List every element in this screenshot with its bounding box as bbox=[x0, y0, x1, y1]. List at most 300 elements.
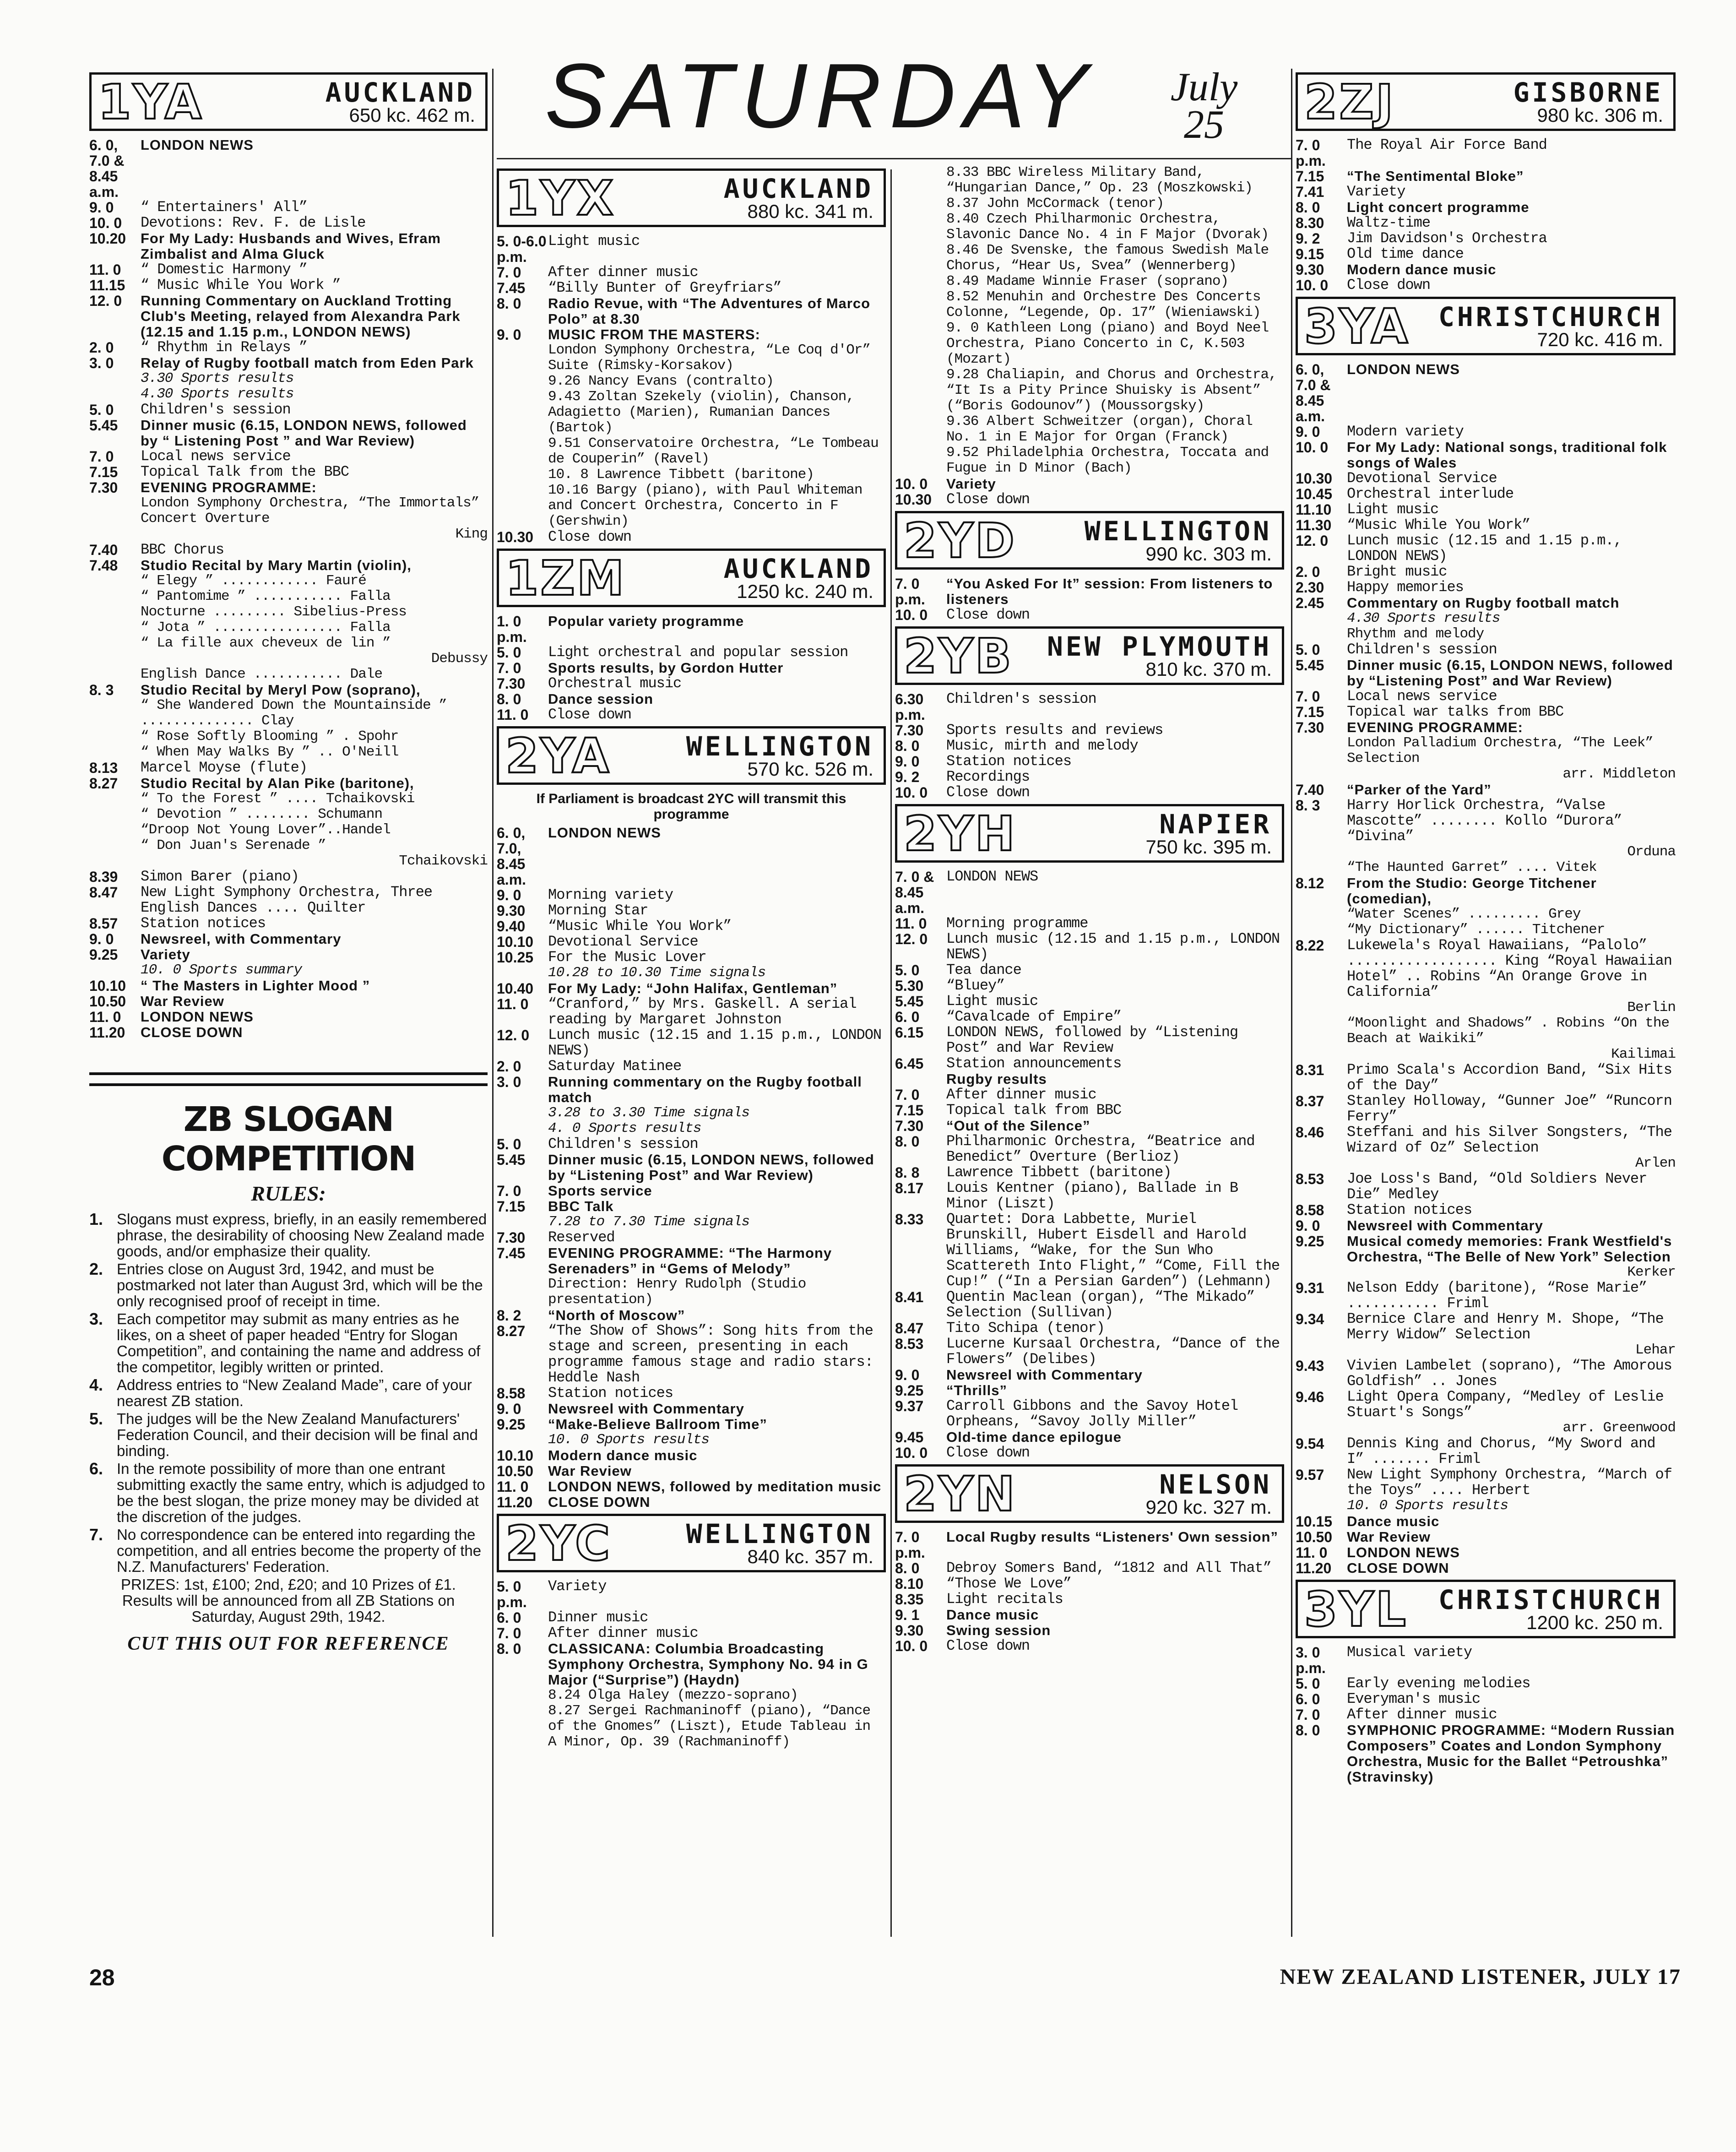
programme-time: 8.58 bbox=[497, 1385, 526, 1402]
programme-row: “ Rose Softly Blooming ” . Spohr bbox=[141, 728, 399, 745]
programme-row: 8.52 Menuhin and Orchestre Des Concerts Colonne, “Legende, Op. 17” (Wieniawski) bbox=[946, 289, 1261, 321]
programme-time: 9.25 bbox=[497, 1416, 526, 1433]
programme-row bbox=[1296, 1280, 1676, 1311]
programme-row: Rhythm and melody bbox=[1347, 626, 1484, 642]
programme-row bbox=[895, 754, 1284, 769]
programme-row bbox=[1296, 782, 1676, 798]
programme-row bbox=[497, 981, 886, 996]
programme-time: 8. 0 bbox=[1296, 1722, 1320, 1739]
programme-time: 9.30 bbox=[1296, 261, 1324, 278]
programme-time: 7.45 bbox=[497, 1245, 526, 1261]
programme-row bbox=[895, 1025, 1284, 1056]
programme-row bbox=[1296, 1529, 1676, 1545]
programme-time: 10.30 bbox=[895, 491, 932, 508]
programme-time: 7.15 bbox=[497, 1198, 526, 1215]
programme-row bbox=[1296, 798, 1676, 844]
programme-row bbox=[89, 215, 488, 231]
programme-title: New Light Symphony Orchestra, Three English Dances .... Quilter bbox=[141, 884, 433, 916]
programme-title: Children's session bbox=[548, 1136, 698, 1152]
programme-time: 9.25 bbox=[895, 1382, 924, 1399]
programme-title: LONDON NEWS bbox=[141, 1009, 254, 1025]
programme-row: 9.28 Chaliapin, and Chorus and Orchestra, “It Is a Pity Prince Shuisky is Absent” (“Boris Godounov”) (Moussorgsky) bbox=[946, 367, 1277, 414]
station-header-3ya bbox=[1296, 297, 1676, 355]
zb-rule-text: No correspondence can be entered into regarding the competition, and all entries become the property of the N.Z. Manufacturers' Federation. bbox=[117, 1526, 482, 1575]
programme-title: Carroll Gibbons and the Savoy Hotel Orpheans, “Savoy Jolly Miller” bbox=[946, 1397, 1238, 1430]
station-logo: 3YL bbox=[1304, 1581, 1408, 1637]
zb-results: Results will be announced from all ZB Stations on Saturday, August 29th, 1942. bbox=[122, 1592, 455, 1625]
programme-title: Newsreel with Commentary bbox=[548, 1401, 744, 1417]
programme-title: Light music bbox=[946, 993, 1038, 1010]
programme-time: 7. 0 bbox=[497, 660, 521, 676]
programme-title: “Thrills” bbox=[946, 1382, 1008, 1398]
programme-time: 2.30 bbox=[1296, 579, 1324, 596]
page-day-title: SATURDAY bbox=[545, 45, 1096, 147]
programme-row bbox=[89, 931, 488, 947]
programme-row bbox=[1296, 689, 1676, 704]
programme-time: 6.30 p.m. bbox=[895, 691, 925, 723]
programme-time: 5. 0-6.0 p.m. bbox=[497, 233, 547, 265]
column-4 bbox=[1296, 69, 1676, 1785]
programme-time: 9.54 bbox=[1296, 1435, 1324, 1452]
programme-row bbox=[497, 1308, 886, 1323]
programme-row bbox=[895, 1623, 1284, 1638]
programme-time: 9. 0 bbox=[497, 887, 521, 903]
programme-row bbox=[1296, 1234, 1676, 1265]
programme-time: 8.22 bbox=[1296, 937, 1324, 954]
programme-title: Joe Loss's Band, “Old Soldiers Never Die” Medley bbox=[1347, 1170, 1647, 1203]
programme-row bbox=[895, 1336, 1284, 1367]
programme-title: Jim Davidson's Orchestra bbox=[1347, 230, 1547, 247]
programme-row: London Palladium Orchestra, “The Leek” Selection bbox=[1347, 735, 1653, 766]
programme-time: 6.45 bbox=[895, 1055, 924, 1072]
programme-time: 8.39 bbox=[89, 869, 118, 885]
programme-time: 12. 0 bbox=[1296, 533, 1329, 549]
programme-row bbox=[895, 1429, 1284, 1445]
programme-row bbox=[89, 262, 488, 277]
programme-title: Primo Scala's Accordion Band, “Six Hits of the Day” bbox=[1347, 1061, 1672, 1094]
programme-row bbox=[89, 542, 488, 558]
zb-rule bbox=[89, 1311, 488, 1375]
programme-time: 10. 0 bbox=[1296, 439, 1329, 456]
programme-row: Arlen bbox=[1635, 1155, 1676, 1171]
programme-row bbox=[1296, 938, 1676, 1000]
programme-row: “ She Wandered Down the Mountainside ” .............. Clay bbox=[141, 697, 447, 729]
programme-time: 8.47 bbox=[895, 1320, 924, 1337]
programme-time: 8. 0 bbox=[895, 738, 920, 754]
programme-row bbox=[895, 1367, 1284, 1383]
programme-title: LONDON NEWS bbox=[1347, 361, 1460, 377]
programme-title: Louis Kentner (piano), Ballade in B Minor (Liszt) bbox=[946, 1179, 1238, 1212]
programme-title: Children's session bbox=[1347, 641, 1497, 658]
programme-time: 9.25 bbox=[89, 946, 118, 963]
programme-row bbox=[1296, 486, 1676, 502]
programme-title: Recordings bbox=[946, 768, 1030, 785]
station-header-2yh bbox=[895, 804, 1284, 863]
programme-title: Newsreel with Commentary bbox=[946, 1367, 1143, 1383]
programme-title: Devotional Service bbox=[1347, 470, 1497, 487]
date-day: 25 bbox=[1184, 103, 1224, 147]
programme-row: 9.36 Albert Schweitzer (organ), Choral No. 1 in E Major for Organ (Franck) bbox=[946, 413, 1253, 445]
programme-row: 9. 0 Kathleen Long (piano) and Boyd Neel Orchestra, Piano Concerto in C, K.503 (Mozart) bbox=[946, 320, 1269, 367]
programme-time: 11.20 bbox=[1296, 1560, 1332, 1576]
station-frequency: 1250 kc. 240 m. bbox=[737, 581, 873, 602]
programme-row bbox=[497, 903, 886, 918]
programme-title: “Make-Believe Ballroom Time” bbox=[548, 1416, 767, 1432]
programme-row bbox=[497, 1323, 886, 1386]
programme-row bbox=[895, 1321, 1284, 1336]
programme-row: London Symphony Orchestra, “The Immortals” Concert Overture bbox=[141, 495, 479, 527]
programme-row bbox=[895, 1383, 1284, 1398]
programme-title: Morning variety bbox=[548, 886, 673, 903]
programme-title: Dinner music bbox=[548, 1609, 648, 1626]
programme-row bbox=[497, 1059, 886, 1074]
programme-time: 10.10 bbox=[497, 934, 534, 950]
programme-title: Musical comedy memories: Frank Westfield's Orchestra, “The Belle of New York” Selection bbox=[1347, 1233, 1672, 1265]
programme-time: 7.45 bbox=[497, 280, 526, 296]
programme-row bbox=[89, 402, 488, 418]
programme-time: 11. 0 bbox=[497, 996, 529, 1012]
station-name: CHRISTCHURCH bbox=[1438, 1584, 1663, 1615]
programme-row bbox=[89, 480, 488, 495]
station-logo: 2YD bbox=[904, 513, 1016, 569]
programme-row bbox=[497, 1136, 886, 1152]
programme-time: 3. 0 bbox=[89, 355, 114, 371]
programme-time: 10.50 bbox=[497, 1463, 534, 1479]
programme-row bbox=[1296, 1676, 1676, 1691]
programme-time bbox=[895, 1071, 946, 1087]
programme-row bbox=[1296, 1358, 1676, 1389]
programme-row bbox=[895, 931, 1284, 962]
programme-row bbox=[497, 529, 886, 545]
programme-row bbox=[497, 887, 886, 903]
programme-title: Station notices bbox=[946, 753, 1072, 770]
programme-title: Local news service bbox=[1347, 688, 1497, 705]
programme-time: 7. 0 bbox=[895, 1087, 920, 1103]
programme-title: After dinner music bbox=[548, 1625, 698, 1641]
programme-row bbox=[497, 327, 886, 342]
programme-time: 8.31 bbox=[1296, 1062, 1324, 1078]
programme-row bbox=[1296, 1707, 1676, 1723]
programme-time: 7. 0 p.m. bbox=[895, 1529, 925, 1561]
programme-title: Studio Recital by Mary Martin (violin), bbox=[141, 557, 412, 573]
station-name: WELLINGTON bbox=[1084, 516, 1272, 547]
programme-time: 6.15 bbox=[895, 1024, 924, 1041]
zb-rule-text: The judges will be the New Zealand Manufacturers' Federation Council, and their decision will be final and binding. bbox=[117, 1410, 478, 1459]
programme-title: Waltz-time bbox=[1347, 214, 1431, 231]
programme-title: Tea dance bbox=[946, 962, 1021, 978]
programme-title: BBC Chorus bbox=[141, 541, 224, 558]
programme-time: 9.45 bbox=[895, 1429, 924, 1446]
zb-rule-number: 1. bbox=[89, 1210, 103, 1228]
programme-row bbox=[895, 916, 1284, 931]
station-frequency: 980 kc. 306 m. bbox=[1537, 104, 1663, 126]
programme-row bbox=[1296, 1723, 1676, 1785]
programme-title: EVENING PROGRAMME: bbox=[141, 479, 317, 495]
programme-list-1zm bbox=[497, 614, 886, 723]
programme-title: Morning Star bbox=[548, 902, 648, 919]
station-logo: 2YH bbox=[904, 806, 1017, 862]
zb-rule-number: 3. bbox=[89, 1310, 103, 1328]
zb-rule-text: Each competitor may submit as many entries as he likes, on a sheet of paper headed “Entry for Slogan Competition”, and containing the name and address of the competitor, legibly written or printed. bbox=[117, 1310, 481, 1375]
programme-title: Swing session bbox=[946, 1622, 1051, 1638]
programme-title: Topical Talk from the BBC bbox=[141, 463, 349, 480]
programme-time: 5.45 bbox=[497, 1152, 526, 1168]
programme-time: 2. 0 bbox=[89, 339, 114, 356]
programme-title: Newsreel, with Commentary bbox=[141, 931, 342, 947]
programme-title: Tito Schipa (tenor) bbox=[946, 1320, 1105, 1337]
programme-row bbox=[895, 576, 1284, 607]
programme-row bbox=[497, 676, 886, 691]
programme-time: 8.58 bbox=[1296, 1202, 1324, 1218]
programme-time: 11. 0 bbox=[89, 1009, 121, 1025]
date-month: July bbox=[1170, 65, 1238, 109]
programme-row bbox=[89, 355, 488, 371]
programme-title: Variety bbox=[141, 946, 190, 962]
programme-title: Dance music bbox=[946, 1607, 1039, 1623]
programme-title: Lunch music (12.15 and 1.15 p.m., LONDON NEWS) bbox=[946, 930, 1280, 963]
programme-title: Philharmonic Orchestra, “Beatrice and Benedict” Overture (Berlioz) bbox=[946, 1133, 1255, 1165]
programme-list-2yh bbox=[895, 869, 1284, 1461]
programme-list-3yl bbox=[1296, 1645, 1676, 1785]
programme-title: MUSIC FROM THE MASTERS: bbox=[548, 326, 760, 342]
programme-row bbox=[497, 660, 886, 676]
programme-row: “ Elegy ” ............ Fauré bbox=[141, 573, 366, 589]
programme-time: 9. 0 bbox=[497, 1401, 521, 1417]
station-frequency: 750 kc. 395 m. bbox=[1145, 836, 1272, 858]
programme-title: CLOSE DOWN bbox=[1347, 1560, 1449, 1576]
programme-title: Topical talk from BBC bbox=[946, 1102, 1122, 1119]
programme-time: 10. 0 bbox=[895, 476, 928, 492]
programme-row bbox=[497, 614, 886, 645]
programme-row bbox=[1296, 1125, 1676, 1156]
programme-row bbox=[89, 293, 488, 340]
programme-row: 9.43 Zoltan Szekely (violin), Chanson, Adagietto (Marien), Rumanian Dances (Bartok) bbox=[548, 389, 854, 436]
programme-row bbox=[1296, 1645, 1676, 1676]
programme-row bbox=[497, 1027, 886, 1059]
programme-title: Commentary on Rugby football match bbox=[1347, 595, 1620, 611]
programme-row bbox=[895, 978, 1284, 994]
programme-title: Dance music bbox=[1347, 1513, 1440, 1529]
zb-rule-text: Entries close on August 3rd, 1942, and must be postmarked not later than August 3rd, which will be the only recognised proof of receipt in time. bbox=[117, 1261, 483, 1310]
programme-row bbox=[497, 296, 886, 327]
programme-row bbox=[89, 885, 488, 916]
programme-title: CLOSE DOWN bbox=[548, 1494, 651, 1510]
programme-time: 8. 8 bbox=[895, 1164, 920, 1181]
station-name: NEW PLYMOUTH bbox=[1047, 631, 1272, 662]
programme-row: 4. 0 Sports results bbox=[548, 1120, 701, 1136]
programme-title: Studio Recital by Alan Pike (baritone), bbox=[141, 775, 414, 791]
programme-title: For My Lady: “John Halifax, Gentleman” bbox=[548, 980, 838, 996]
programme-title: Station notices bbox=[141, 915, 266, 932]
programme-time: 7.30 bbox=[497, 675, 526, 692]
programme-row: “ When May Walks By ” .. O'Neill bbox=[141, 744, 399, 760]
programme-title: Variety bbox=[548, 1578, 607, 1595]
programme-row bbox=[89, 277, 488, 293]
programme-title: “North of Moscow” bbox=[548, 1307, 685, 1323]
programme-row bbox=[895, 962, 1284, 978]
programme-time: 9.30 bbox=[497, 902, 526, 919]
programme-title: Light music bbox=[548, 233, 640, 250]
programme-row: arr. Middleton bbox=[1562, 766, 1676, 782]
programme-time: 5. 0 p.m. bbox=[497, 1578, 527, 1610]
programme-time: 3. 0 p.m. bbox=[1296, 1644, 1326, 1676]
programme-title: LONDON NEWS bbox=[141, 137, 254, 153]
programme-row bbox=[895, 691, 1284, 723]
programme-title: EVENING PROGRAMME: “The Harmony Serenaders” in “Gems of Melody” bbox=[548, 1245, 832, 1277]
programme-time: 11.10 bbox=[1296, 501, 1332, 518]
programme-time: 5. 0 bbox=[497, 644, 521, 661]
programme-row bbox=[497, 707, 886, 723]
programme-time: 10. 0 bbox=[895, 607, 928, 623]
programme-row bbox=[1296, 440, 1676, 471]
programme-time: 10. 0 bbox=[89, 215, 122, 231]
programme-row bbox=[1296, 658, 1676, 689]
programme-row bbox=[1296, 1062, 1676, 1093]
programme-row: 8.37 John McCormack (tenor) bbox=[946, 196, 1164, 212]
programme-list-1yx-continued bbox=[895, 165, 1284, 507]
programme-title: Local news service bbox=[141, 448, 291, 465]
programme-row bbox=[895, 1056, 1284, 1071]
programme-time: 10.45 bbox=[1296, 486, 1333, 502]
programme-title: Light orchestral and popular session bbox=[548, 644, 848, 661]
programme-time: 8. 3 bbox=[1296, 797, 1320, 814]
programme-time: 8. 0 bbox=[895, 1560, 920, 1576]
zb-rule-text: In the remote possibility of more than one entrant submitting exactly the same entry, which is adjudged to be the best slogan, the prize money may be divided at the discretion of the judges. bbox=[117, 1460, 485, 1525]
programme-row: 4.30 Sports results bbox=[141, 386, 294, 402]
programme-row bbox=[895, 1071, 1284, 1087]
programme-title: Stanley Holloway, “Gunner Joe” “Runcorn Ferry” bbox=[1347, 1092, 1672, 1125]
programme-row: Direction: Henry Rudolph (Studio presentation) bbox=[548, 1276, 806, 1308]
programme-row bbox=[497, 950, 886, 965]
programme-row bbox=[497, 280, 886, 296]
programme-title: Light Opera Company, “Medley of Leslie Stuart's Songs” bbox=[1347, 1388, 1664, 1421]
programme-time: 7. 0 p.m. bbox=[1296, 137, 1326, 169]
programme-title: War Review bbox=[1347, 1529, 1431, 1545]
programme-row bbox=[1296, 262, 1676, 277]
programme-row bbox=[89, 869, 488, 885]
programme-list-2yc bbox=[497, 1579, 886, 1750]
programme-time: 9.43 bbox=[1296, 1358, 1324, 1374]
station-header-2ya bbox=[497, 726, 886, 785]
programme-title: For My Lady: Husbands and Wives, Efram Zimbalist and Alma Gluck bbox=[141, 230, 441, 262]
programme-row: Debussy bbox=[431, 651, 488, 667]
programme-row bbox=[497, 1448, 886, 1463]
programme-row bbox=[895, 1576, 1284, 1592]
programme-title: Orchestral interlude bbox=[1347, 485, 1514, 502]
programme-title: Station notices bbox=[548, 1385, 673, 1402]
programme-row bbox=[1296, 1467, 1676, 1498]
programme-time: 9. 2 bbox=[1296, 230, 1320, 247]
programme-row bbox=[497, 1230, 886, 1245]
station-name: AUCKLAND bbox=[723, 553, 873, 584]
programme-title: Children's session bbox=[141, 401, 291, 418]
programme-title: After dinner music bbox=[946, 1086, 1096, 1103]
programme-row bbox=[497, 1463, 886, 1479]
programme-row bbox=[895, 476, 1284, 492]
programme-title: From the Studio: George Titchener (comedian), bbox=[1347, 875, 1597, 907]
programme-row bbox=[895, 492, 1284, 507]
programme-row: Lehar bbox=[1635, 1342, 1676, 1358]
programme-title: For the Music Lover bbox=[548, 949, 706, 966]
programme-title: Station announcements bbox=[946, 1055, 1122, 1072]
programme-list-2yb bbox=[895, 691, 1284, 800]
programme-time: 8. 0 bbox=[497, 295, 521, 312]
programme-row bbox=[89, 682, 488, 698]
programme-row: “ Pantomime ” ........... Falla bbox=[141, 588, 391, 604]
programme-title: Sports results, by Gordon Hutter bbox=[548, 660, 784, 676]
programme-time: 9.40 bbox=[497, 918, 526, 935]
programme-time: 8. 0 bbox=[497, 1641, 521, 1657]
programme-row bbox=[1296, 200, 1676, 215]
programme-row: 10. 0 Sports results bbox=[1347, 1498, 1508, 1514]
programme-time: 7. 0 p.m. bbox=[895, 576, 925, 608]
programme-time: 10.10 bbox=[497, 1447, 534, 1464]
programme-title: EVENING PROGRAMME: bbox=[1347, 719, 1523, 735]
programme-row bbox=[895, 1165, 1284, 1180]
station-logo: 3YA bbox=[1304, 299, 1410, 354]
programme-time: 7. 0 bbox=[497, 264, 521, 281]
programme-row: London Symphony Orchestra, “Le Coq d'Or” Suite (Rimsky-Korsakov) bbox=[548, 342, 871, 374]
programme-title: Dance session bbox=[548, 691, 654, 707]
programme-time: 7.30 bbox=[1296, 719, 1324, 736]
page-date bbox=[1167, 65, 1241, 147]
programme-title: Everyman's music bbox=[1347, 1690, 1481, 1707]
programme-row bbox=[497, 918, 886, 934]
programme-row: Orduna bbox=[1627, 844, 1676, 860]
programme-title: Running Commentary on Auckland Trotting Club's Meeting, relayed from Alexandra Park (12.15 and 1.15 p.m., LONDON NEWS) bbox=[141, 293, 461, 340]
programme-time: 10.25 bbox=[497, 949, 534, 966]
programme-title: BBC Talk bbox=[548, 1198, 614, 1214]
station-frequency: 570 kc. 526 m. bbox=[747, 758, 873, 780]
programme-time: 8.10 bbox=[895, 1576, 924, 1592]
programme-time: 11.20 bbox=[89, 1024, 125, 1041]
station-header-2yb bbox=[895, 626, 1284, 685]
programme-row bbox=[1296, 1389, 1676, 1420]
programme-row: “Water Scenes” ......... Grey bbox=[1347, 906, 1581, 922]
programme-time: 6. 0, 7.0 & 8.45 a.m. bbox=[1296, 361, 1331, 424]
programme-title: Vivien Lambelet (soprano), “The Amorous Goldfish” .. Jones bbox=[1347, 1357, 1672, 1390]
programme-row bbox=[497, 934, 886, 950]
programme-title: War Review bbox=[141, 993, 224, 1009]
zb-prizes: PRIZES: 1st, £100; 2nd, £20; and 10 Prizes of £1. bbox=[121, 1576, 456, 1593]
programme-row: 9.51 Conservatoire Orchestra, “Le Tombeau de Couperin” (Ravel) bbox=[548, 435, 879, 467]
programme-title: Orchestral music bbox=[548, 675, 682, 692]
programme-title: Close down bbox=[946, 784, 1030, 801]
programme-time: 6. 0 bbox=[895, 1009, 920, 1025]
programme-row: 10.28 to 10.30 Time signals bbox=[548, 965, 766, 981]
programme-title: Morning programme bbox=[946, 915, 1088, 932]
zb-rule bbox=[89, 1527, 488, 1575]
programme-time: 5.45 bbox=[89, 417, 118, 434]
programme-time: 9. 0 bbox=[89, 931, 114, 947]
programme-row bbox=[895, 1445, 1284, 1461]
programme-title: LONDON NEWS bbox=[1347, 1544, 1460, 1560]
programme-time: 10. 0 bbox=[895, 784, 928, 801]
programme-row bbox=[1296, 1691, 1676, 1707]
station-name: NELSON bbox=[1159, 1469, 1272, 1500]
programme-time: 7.15 bbox=[895, 1102, 924, 1119]
programme-title: Devotional Service bbox=[548, 933, 698, 950]
programme-title: LONDON NEWS bbox=[946, 868, 1038, 885]
programme-title: “Music While You Work” bbox=[548, 918, 732, 935]
programme-time: 7.40 bbox=[1296, 782, 1324, 798]
programme-row bbox=[1296, 595, 1676, 611]
programme-time: 8.37 bbox=[1296, 1093, 1324, 1109]
programme-title: Close down bbox=[1347, 277, 1431, 293]
programme-title: “The Show of Shows”: Song hits from the stage and screen, presenting in each programme famous stage and radio stars: Heddle Nash bbox=[548, 1322, 873, 1386]
programme-time: 5. 0 bbox=[1296, 1675, 1320, 1692]
programme-title: Devotions: Rev. F. de Lisle bbox=[141, 214, 366, 231]
